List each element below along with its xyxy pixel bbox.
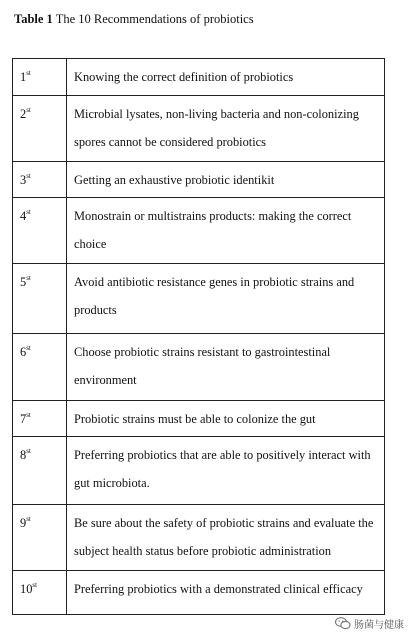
row-text-cell: Probiotic strains must be able to colonize the gut — [67, 401, 385, 437]
row-text-cell: Preferring probiotics with a demonstrated clinical efficacy — [67, 571, 385, 615]
row-number-cell: 8st — [13, 437, 67, 505]
table-row — [13, 437, 385, 505]
caption-label: Table 1 — [14, 12, 53, 26]
row-number-cell: 2st — [13, 96, 67, 162]
table-row — [13, 198, 385, 264]
row-number-cell: 7st — [13, 401, 67, 437]
row-text-cell: Choose probiotic strains resistant to gastrointestinal environment — [67, 334, 385, 401]
table-row — [13, 571, 385, 615]
row-text-cell: Knowing the correct definition of probiotics — [67, 59, 385, 96]
watermark — [335, 616, 404, 631]
row-number-cell: 10st — [13, 571, 67, 615]
row-number-cell: 4st — [13, 198, 67, 264]
table-caption — [14, 11, 254, 27]
row-text-cell: Monostrain or multistrains products: making the correct choice — [67, 198, 385, 264]
table-row — [13, 59, 385, 96]
table-row — [13, 96, 385, 162]
table-row — [13, 162, 385, 198]
row-number-cell: 6st — [13, 334, 67, 401]
row-number-cell: 3st — [13, 162, 67, 198]
row-text-cell: Avoid antibiotic resistance genes in probiotic strains and products — [67, 264, 385, 334]
table-row — [13, 401, 385, 437]
row-number-cell: 9st — [13, 505, 67, 571]
caption-title: The 10 Recommendations of probiotics — [55, 12, 254, 26]
row-text-cell: Getting an exhaustive probiotic identikit — [67, 162, 385, 198]
recommendations-table — [12, 58, 385, 615]
table-row — [13, 505, 385, 571]
row-text-cell: Microbial lysates, non-living bacteria and non-colonizing spores cannot be considered probiotics — [67, 96, 385, 162]
table-row — [13, 334, 385, 401]
table-row — [13, 264, 385, 334]
row-number-cell: 5st — [13, 264, 67, 334]
watermark-text: 肠菌与健康 — [354, 620, 404, 631]
row-text-cell: Preferring probiotics that are able to positively interact with gut microbiota. — [67, 437, 385, 505]
row-text-cell: Be sure about the safety of probiotic strains and evaluate the subject health status before probiotic administration — [67, 505, 385, 571]
wechat-logo-icon — [335, 617, 351, 630]
row-number-cell: 1st — [13, 59, 67, 96]
